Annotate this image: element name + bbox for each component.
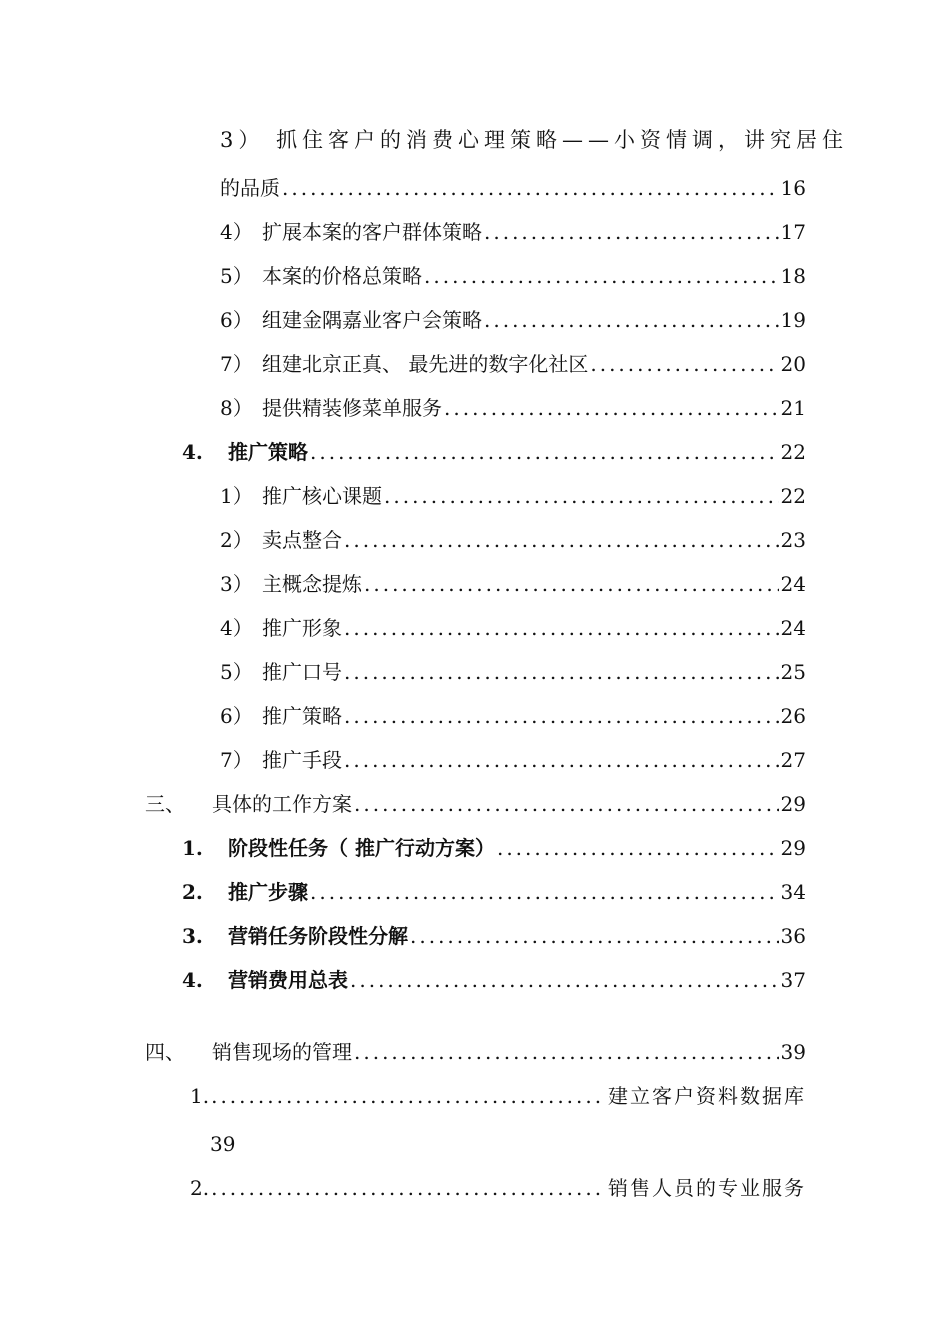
toc-chapter-entry [145, 790, 806, 818]
toc-entry-number: 四、 [145, 1040, 185, 1064]
toc-entry-number: 2） [220, 528, 253, 552]
toc-entry-customer-database [190, 1082, 806, 1110]
toc-page-number: 25 [780, 660, 806, 684]
toc-leader-dots [497, 834, 779, 862]
toc-leader-dots [590, 350, 778, 378]
toc-entry-title: 推广核心课题 [262, 484, 382, 508]
toc-entry-title: 营销任务阶段性分解 [228, 924, 408, 948]
toc-leader-dots [484, 218, 779, 246]
toc-entry-number: 7） [220, 748, 253, 772]
toc-leader-dots [310, 878, 779, 906]
toc-entry [220, 218, 806, 246]
toc-entry-number: 3） [220, 128, 265, 152]
toc-entry-title: 组建北京正真、 最先进的数字化社区 [262, 352, 589, 376]
toc-entry-number: 6） [220, 704, 253, 728]
toc-entry [220, 262, 806, 290]
toc-entry-title: 建立客户资料数据库 [608, 1084, 806, 1108]
toc-entry-number: 1） [220, 484, 253, 508]
toc-leader-dots [350, 966, 779, 994]
toc-entry [220, 306, 806, 334]
toc-section-entry [182, 834, 806, 862]
toc-entry-title: 推广形象 [262, 616, 342, 640]
toc-entry [220, 614, 806, 642]
toc-leader-dots [424, 262, 779, 290]
toc-page-number: 17 [780, 220, 806, 244]
toc-leader-dots [484, 306, 779, 334]
toc-entry-continuation [220, 174, 806, 202]
toc-leader-dots [344, 614, 779, 642]
toc-leader-dots [354, 790, 779, 818]
toc-entry-number: 6） [220, 308, 253, 332]
toc-entry [220, 570, 806, 598]
toc-leader-dots [384, 482, 779, 510]
toc-page-number: 18 [780, 264, 806, 288]
toc-entry-number: 3. [182, 924, 203, 948]
toc-leader-dots [444, 394, 779, 422]
toc-page-number: 16 [780, 176, 806, 200]
toc-entry-title: 扩展本案的客户群体策略 [262, 220, 482, 244]
toc-leader-dots [310, 438, 779, 466]
toc-page-number: 22 [780, 484, 806, 508]
toc-entry-title: 卖点整合 [262, 528, 342, 552]
toc-leader-dots [354, 1038, 779, 1066]
toc-entry-title: 具体的工作方案 [212, 792, 352, 816]
toc-entry [220, 746, 806, 774]
toc-entry-title: 销售人员的专业服务 [608, 1176, 806, 1200]
toc-entry-number: 3） [220, 572, 253, 596]
toc-entry-number: 8） [220, 396, 253, 420]
toc-entry-title: 营销费用总表 [228, 968, 348, 992]
toc-entry [220, 702, 806, 730]
toc-entry-title: 推广策略 [262, 704, 342, 728]
toc-entry-number: 4） [220, 220, 253, 244]
toc-page-number: 39 [780, 1040, 806, 1064]
toc-entry-number: 4） [220, 616, 253, 640]
toc-page-number: 20 [780, 352, 806, 376]
toc-page-number: 36 [780, 924, 806, 948]
toc-entry-title: 抓住客户的消费心理策略——小资情调，讲究居住 [276, 128, 849, 152]
toc-entry-sales-service [190, 1174, 806, 1202]
toc-entry-number: 7） [220, 352, 253, 376]
toc-entry-number: 1. [182, 836, 203, 860]
toc-entry-title: 阶段性任务（ 推广行动方案） [228, 836, 495, 860]
toc-leader-dots [410, 922, 779, 950]
toc-entry-title: 组建金隅嘉业客户会策略 [262, 308, 482, 332]
toc-page-number: 23 [780, 528, 806, 552]
toc-page-number: 22 [780, 440, 806, 464]
toc-entry [220, 394, 806, 422]
toc-entry-number: 4. [182, 440, 203, 464]
toc-entry-title: 推广策略 [228, 440, 308, 464]
toc-page-number: 37 [780, 968, 806, 992]
toc-page-number: 34 [780, 880, 806, 904]
toc-entry-number: 5） [220, 660, 253, 684]
toc-page-number: 27 [780, 748, 806, 772]
toc-section-entry [182, 438, 806, 466]
toc-page-number: 24 [780, 616, 806, 640]
toc-entry-number: 4. [182, 968, 203, 992]
toc-entry-title: 提供精装修菜单服务 [262, 396, 442, 420]
toc-leader-dots [282, 174, 779, 202]
toc-page-number: 26 [780, 704, 806, 728]
toc-entry-number: 三、 [145, 792, 185, 816]
toc-entry-consumer-psychology [220, 126, 848, 154]
toc-leader-dots [344, 526, 779, 554]
toc-entry-title: 推广步骤 [228, 880, 308, 904]
toc-entry-title: 本案的价格总策略 [262, 264, 422, 288]
toc-leader-dots [211, 1174, 606, 1202]
toc-leader-dots [211, 1082, 606, 1110]
toc-entry-number: 5） [220, 264, 253, 288]
toc-entry-title: 推广手段 [262, 748, 342, 772]
toc-chapter-entry [145, 1038, 806, 1066]
toc-entry-number: 2. [190, 1176, 210, 1200]
toc-section-entry [182, 966, 806, 994]
toc-entry-title: 销售现场的管理 [212, 1040, 352, 1064]
toc-leader-dots [344, 702, 779, 730]
toc-entry [220, 526, 806, 554]
toc-page-number: 24 [780, 572, 806, 596]
toc-leader-dots [344, 658, 779, 686]
toc-section-entry [182, 922, 806, 950]
toc-page-number: 21 [780, 396, 806, 420]
toc-leader-dots [364, 570, 779, 598]
toc-entry [220, 482, 806, 510]
toc-entry-number: 1. [190, 1084, 210, 1108]
toc-entry [220, 350, 806, 378]
toc-entry-title-continuation: 的品质 [220, 176, 280, 200]
toc-page-number: 39 [210, 1132, 236, 1156]
toc-entry-number: 2. [182, 880, 203, 904]
toc-section-entry [182, 878, 806, 906]
toc-entry [220, 658, 806, 686]
toc-page-number: 19 [780, 308, 806, 332]
toc-page-number: 29 [780, 836, 806, 860]
toc-leader-dots [344, 746, 779, 774]
toc-entry-title: 主概念提炼 [262, 572, 362, 596]
toc-page-number: 29 [780, 792, 806, 816]
toc-entry-title: 推广口号 [262, 660, 342, 684]
